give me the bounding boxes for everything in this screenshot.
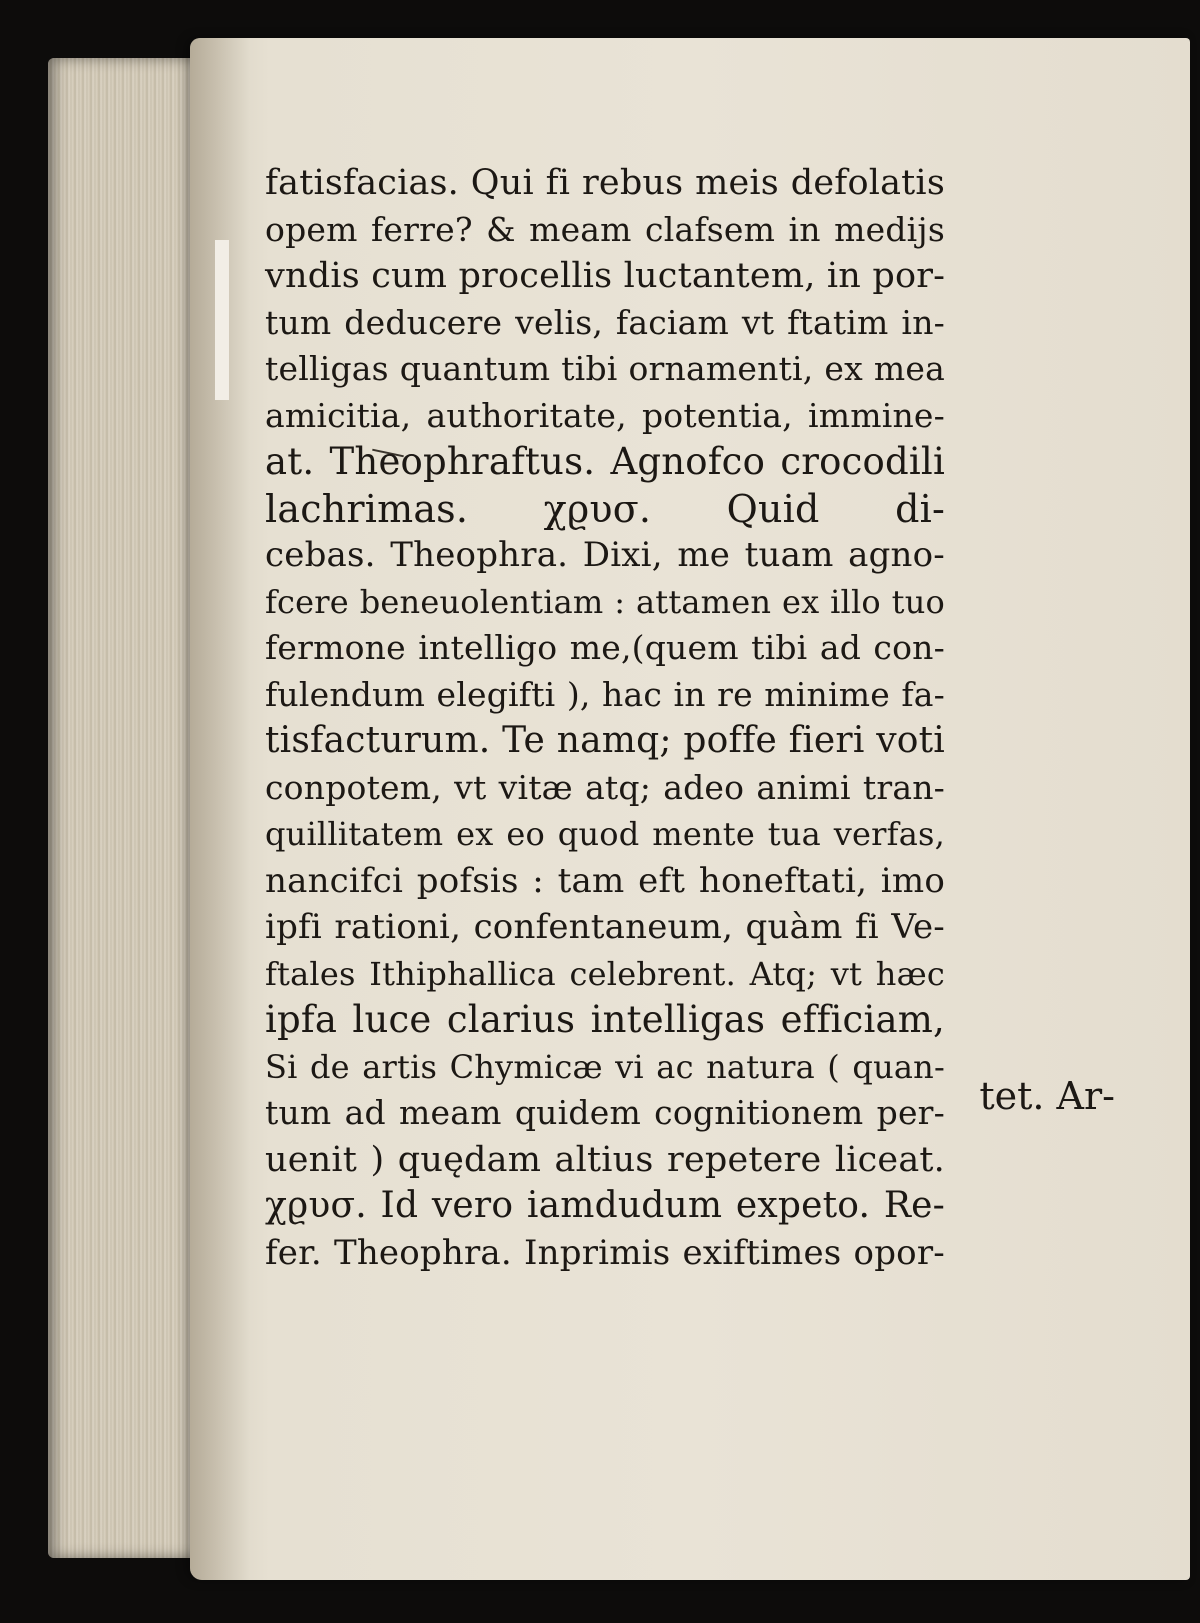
text-line: ipfa luce clarius intelligas efficiam,	[265, 998, 945, 1041]
text-line: tum ad meam quidem cognitionem per-	[265, 1093, 945, 1132]
text-line: conpotem, vt vitæ atq; adeo animi tran-	[265, 767, 945, 807]
text-line: at. Theophraftus. Agnofco crocodili	[265, 440, 945, 483]
text-line: cebas. Theophra. Dixi, me tuam agno-	[265, 535, 945, 575]
text-line: Si de artis Chymicæ vi ac natura ( quan-	[265, 1047, 945, 1086]
text-line: telligas quantum tibi ornamenti, ex mea	[265, 349, 945, 388]
text-line: tum deducere velis, faciam vt ftatim in-	[265, 302, 945, 342]
text-line: lachrimas. χϱυσ. Quid di-	[265, 486, 945, 531]
text-line: vndis cum procellis luctantem, in por-	[265, 256, 946, 296]
text-line: fcere beneuolentiam : attamen ex illo tuo	[265, 582, 945, 621]
text-line: quillitatem ex eo quod mente tua verfas,	[265, 815, 945, 853]
text-line: ftales Ithiphallica celebrent. Atq; vt hæc	[265, 954, 945, 993]
catchword: tet. Ar-	[979, 1074, 1115, 1118]
text-line: χϱυσ. Id vero iamdudum expeto. Re-	[265, 1185, 945, 1226]
text-line: tisfacturum. Te namq; poffe fieri voti	[265, 720, 945, 761]
body-text	[265, 160, 945, 1276]
text-line: uenit ) quędam altius repetere liceat.	[265, 1139, 945, 1180]
text-line: fermone intelligo me,(quem tibi ad con-	[265, 628, 945, 667]
text-line: fatisfacias. Qui fi rebus meis defolatis	[265, 163, 945, 203]
page-edge-highlight	[215, 240, 229, 400]
text-line: opem ferre? & meam clafsem in medijs	[265, 209, 945, 249]
text-line: nancifci pofsis : tam eft honeftati, imo	[265, 860, 945, 901]
text-line: ipfi rationi, confentaneum, quàm fi Ve-	[265, 907, 945, 947]
text-line: fer. Theophra. Inprimis exiftimes opor-	[265, 1232, 945, 1273]
text-line: amicitia, authoritate, potentia, immine-	[265, 395, 945, 435]
text-line: fulendum elegifti ), hac in re minime fa-	[265, 674, 945, 714]
